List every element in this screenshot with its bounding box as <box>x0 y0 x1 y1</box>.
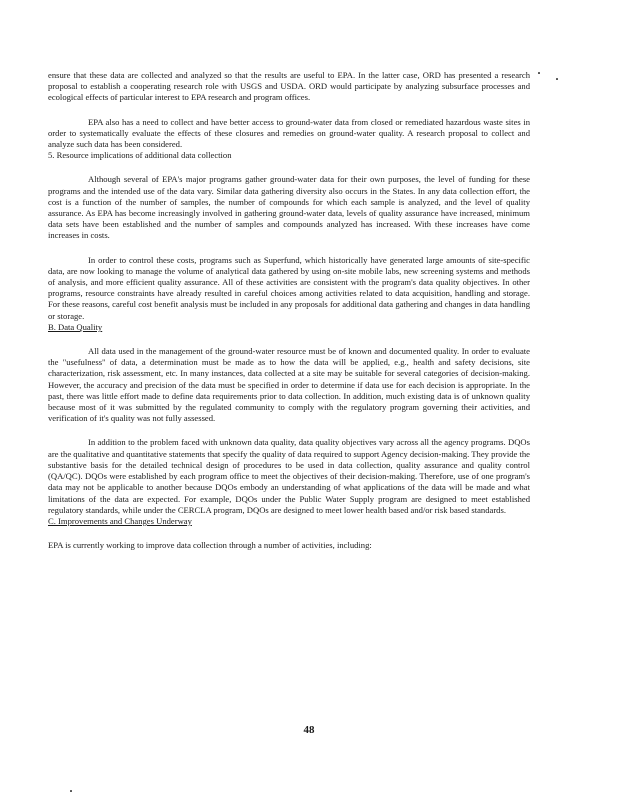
paragraph-quality-1: All data used in the management of the ground-water resource must be of known and documented quality. In order to evaluate the "usefulness" of data, a determination must be made as to how the data will be applied, e.g., health and safety decisions, site characterization, risk assessment, etc. In many instances, data collected at a site may be suitable for several categories of decision-making. However, the accuracy and precision of the data must be specified in order to determine if data use for each decision is appropriate. In the past, there was little effort made to define data requirements prior to data collection. In addition, much existing data is of unknown quality because most of it was submitted by the regulated community to comply with the regulatory program governing their activities, and verification of it's quality was not fully assessed. <box>48 346 530 424</box>
section-heading-improvements: C. Improvements and Changes Underway <box>48 515 192 526</box>
paragraph-quality-2: In addition to the problem faced with unknown data quality, data quality objectives vary across all the agency programs. DQOs are the qualitative and quantitative statements that specify the quality of data required to support Agency decision-making. They provide the substantive basis for the detailed technical design of procedures to be used in data collection, quality assurance and quality control (QA/QC). DQOs were established by each program office to meet the objectives of their decision-making. Therefore, use of one program's data may not be applicable to another because DQOs embody an understanding of what applications of the data will be made and what limitations of the data are expected. For example, DQOs under the Public Water Supply program are designed to meet established regulatory standards, while under the CERCLA program, DQOs are designed to meet lower health based and/or risk based standards. <box>48 437 530 515</box>
paragraph-closed-sites: EPA also has a need to collect and have better access to ground-water data from closed or remediated hazardous waste sites in order to systematically evaluate the effects of these closures and remedies on ground-water quality. A research proposal to collect and analyze such data has been considered. <box>48 116 530 150</box>
scan-speck <box>538 72 540 74</box>
section-heading-data-quality: B. Data Quality <box>48 321 103 332</box>
paragraph-improvements: EPA is currently working to improve data collection through a number of activities, including: <box>48 540 372 551</box>
paragraph-resource-2: In order to control these costs, programs such as Superfund, which historically have generated large amounts of site-specific data, are now looking to manage the volume of analytical data gathered by using on-site mobile labs, new screening systems and methods of analysis, and more efficient quality assurance. All of these activities are consistent with the program's data quality objectives. In other programs, resource constraints have already resulted in careful choices among activities related to data acquisition, handling and storage. For these reasons, careful cost benefit analysis must be included in any proposals for additional data gathering and changes in data handling or storage. <box>48 254 530 321</box>
scan-speck <box>556 78 558 80</box>
paragraph-resource-1: Although several of EPA's major programs gather ground-water data for their own purposes, the level of funding for these programs and the intended use of the data vary. Similar data gathering diversity also occurs in the States. In any data collection effort, the cost is a function of the number of samples, the number of compounds for which each sample is analyzed, and the level of quality assurance. As EPA has become increasingly involved in gathering ground-water data, levels of quality assurance have increased, minimum data sets have been established and the number of samples and compounds analyzed has increased. With these increases have come increases in costs. <box>48 174 530 241</box>
section-heading-resource-implications: 5. Resource implications of additional data collection <box>48 150 232 161</box>
scan-speck <box>70 790 72 792</box>
paragraph-intro: ensure that these data are collected and analyzed so that the results are useful to EPA. In the latter case, ORD has presented a research proposal to establish a cooperating research role with USGS and USDA. ORD would participate by analyzing subsurface processes and ecological effects of particular interest to EPA research and program offices. <box>48 70 530 103</box>
page-body <box>48 70 530 551</box>
page-number: 48 <box>303 724 315 736</box>
